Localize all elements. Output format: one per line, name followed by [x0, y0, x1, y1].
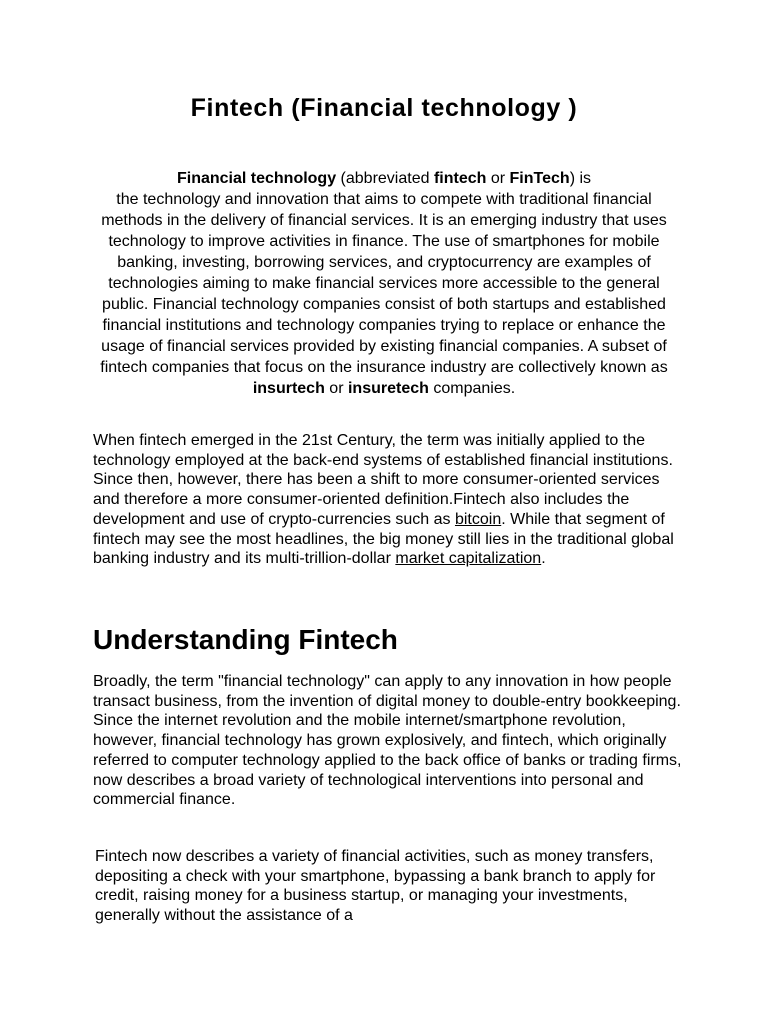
intro-text-2: or: [486, 170, 510, 187]
intro-body: the technology and innovation that aims to compete with traditional financial methods in the delivery of financial services. It is an emerging industry that uses technology to improve activities in finance. The use of smartphones for mobile banking, investing, borrowing services, and cryptocurrency are examples of technologies aiming to make financial services more accessible to the general public. Financial technology companies consist of both startups and established financial institutions and technology companies trying to replace or enhance the usage of financial services provided by existing financial companies. A subset of fintech companies that focus on the insurance industry are collectively known as: [100, 191, 668, 376]
intro-text-5: companies.: [428, 380, 516, 397]
history-paragraph: [93, 431, 683, 569]
history-text-b: . While that segment of fintech may see the most headlines, the big money still lies in the traditional global banking industry and its multi-trillion-dollar: [93, 510, 674, 568]
bitcoin-link[interactable]: bitcoin: [454, 510, 502, 528]
understanding-paragraph: Broadly, the term "financial technology" can apply to any innovation in how people transact business, from the invention of digital money to double-entry bookkeeping. Since the internet revolution and the mobile internet/smartphone revolution, however, financial technology has grown explosively, and fintech, which originally referred to computer technology applied to the back office of banks or trading firms, now describes a broad variety of technological interventions into personal and commercial finance.: [93, 673, 682, 809]
intro-keyword-insuretech: insuretech: [347, 380, 429, 397]
intro-text-1: (abbreviated: [336, 170, 434, 187]
market-capitalization-link[interactable]: market capitalization: [395, 550, 542, 568]
document-title: Fintech (Financial technology ): [190, 94, 578, 122]
history-text-a: When fintech emerged in the 21st Century, the term was initially applied to the technology employed at the back-end systems of established financial institutions. Since then, however, there has been a shift to more consumer-oriented services and therefore a more consumer-oriented definition.Fintech also includes the development and use of crypto-currencies such as: [93, 432, 673, 528]
intro-keyword-insurtech: insurtech: [252, 380, 325, 397]
intro-term: Financial technology: [176, 170, 337, 187]
intro-abbr-FinTech: FinTech: [509, 170, 570, 187]
intro-abbr-fintech: fintech: [433, 170, 487, 187]
intro-paragraph: [92, 168, 676, 399]
section-heading: Understanding Fintech: [93, 624, 398, 655]
intro-text-4: or: [324, 380, 348, 397]
history-text-c: .: [541, 550, 546, 568]
activities-paragraph: Fintech now describes a variety of financial activities, such as money transfers, depositing a check with your smartphone, bypassing a bank branch to apply for credit, raising money for a business startup, or managing your investments, generally without the assistance of a: [95, 848, 656, 924]
intro-text-3: ) is: [569, 170, 592, 187]
